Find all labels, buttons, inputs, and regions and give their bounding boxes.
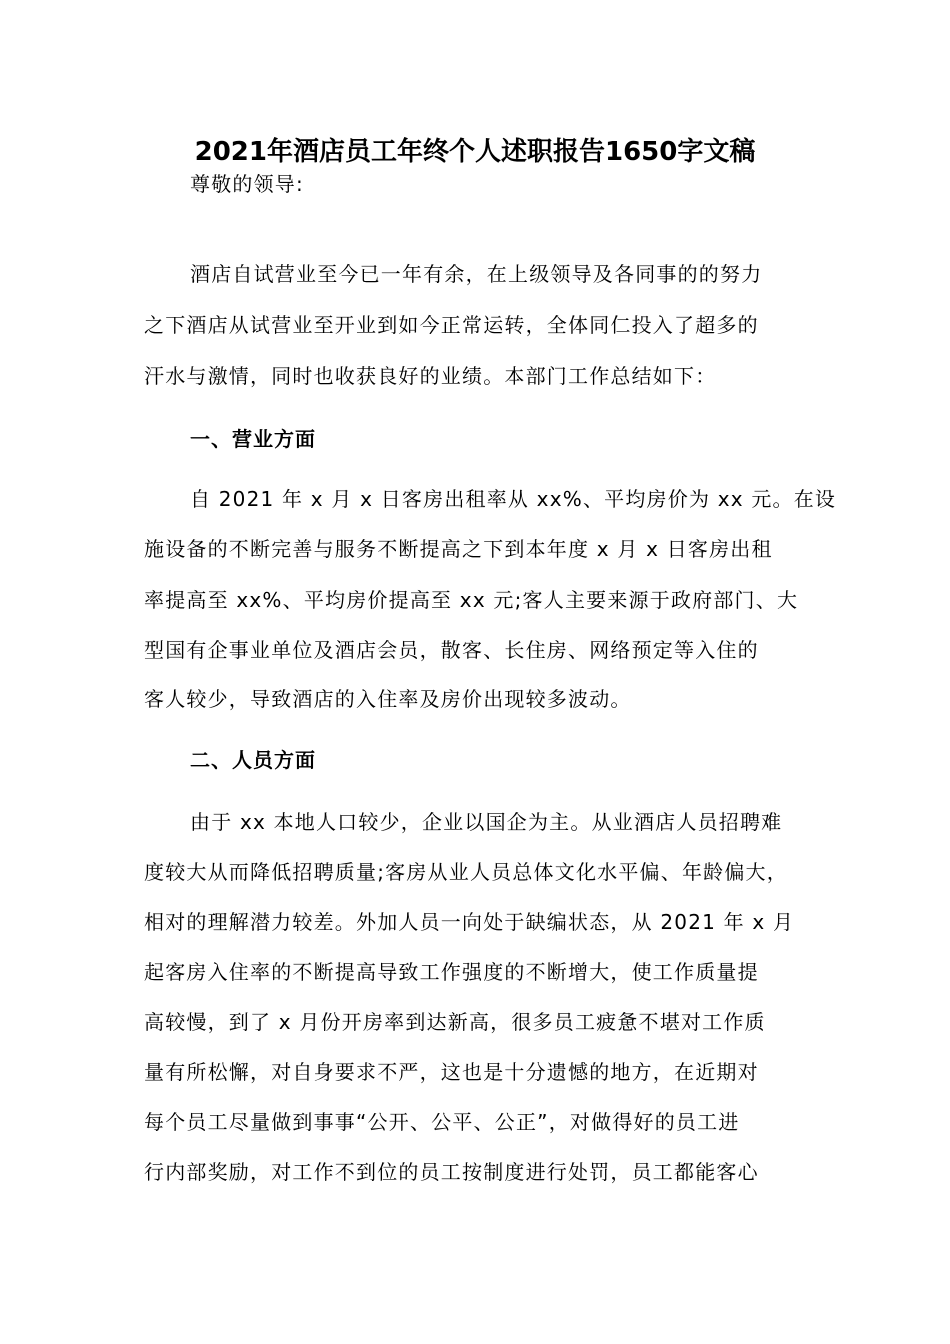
section2-line: 由于 xx 本地人口较少，企业以国企为主。从业酒店人员招聘难 [190,810,783,834]
section2-line: 起客房入住率的不断提高导致工作强度的不断增大，使工作质量提 [144,960,759,984]
intro-line: 酒店自试营业至今已一年有余，在上级领导及各同事的的努力 [190,262,763,286]
section2-line: 量有所松懈，对自身要求不严，这也是十分遗憾的地方，在近期对 [144,1060,759,1084]
section-heading: 一、营业方面 [190,427,316,451]
section1-line: 施设备的不断完善与服务不断提高之下到本年度 x 月 x 日客房出租 [144,537,773,561]
intro-line: 汗水与激情，同时也收获良好的业绩。本部门工作总结如下： [144,364,717,388]
intro-line: 之下酒店从试营业至开业到如今正常运转，全体同仁投入了超多的 [144,313,759,337]
section1-line: 型国有企事业单位及酒店会员，散客、长住房、网络预定等入住的 [144,638,759,662]
section2-line: 相对的理解潜力较差。外加人员一向处于缺编状态，从 2021 年 x 月 [144,910,795,934]
section2-line: 度较大从而降低招聘质量;客房从业人员总体文化水平偏、年龄偏大， [144,860,788,884]
section2-line: 每个员工尽量做到事事“公开、公平、公正”，对做得好的员工进 [144,1110,740,1134]
section1-line: 率提高至 xx%、平均房价提高至 xx 元;客人主要来源于政府部门、大 [144,588,799,612]
section2-line: 行内部奖励，对工作不到位的员工按制度进行处罚，员工都能客心 [144,1160,759,1184]
section-heading: 二、人员方面 [190,748,316,772]
section2-line: 高较慢，到了 x 月份开房率到达新高，很多员工疲惫不堪对工作质 [144,1010,766,1034]
salutation: 尊敬的领导: [190,172,304,196]
section1-line: 自 2021 年 x 月 x 日客房出租率从 xx%、平均房价为 xx 元。在设 [190,487,837,511]
document-title: 2021年酒店员工年终个人述职报告1650字文稿 [194,137,756,167]
section1-line: 客人较少，导致酒店的入住率及房价出现较多波动。 [144,687,632,711]
